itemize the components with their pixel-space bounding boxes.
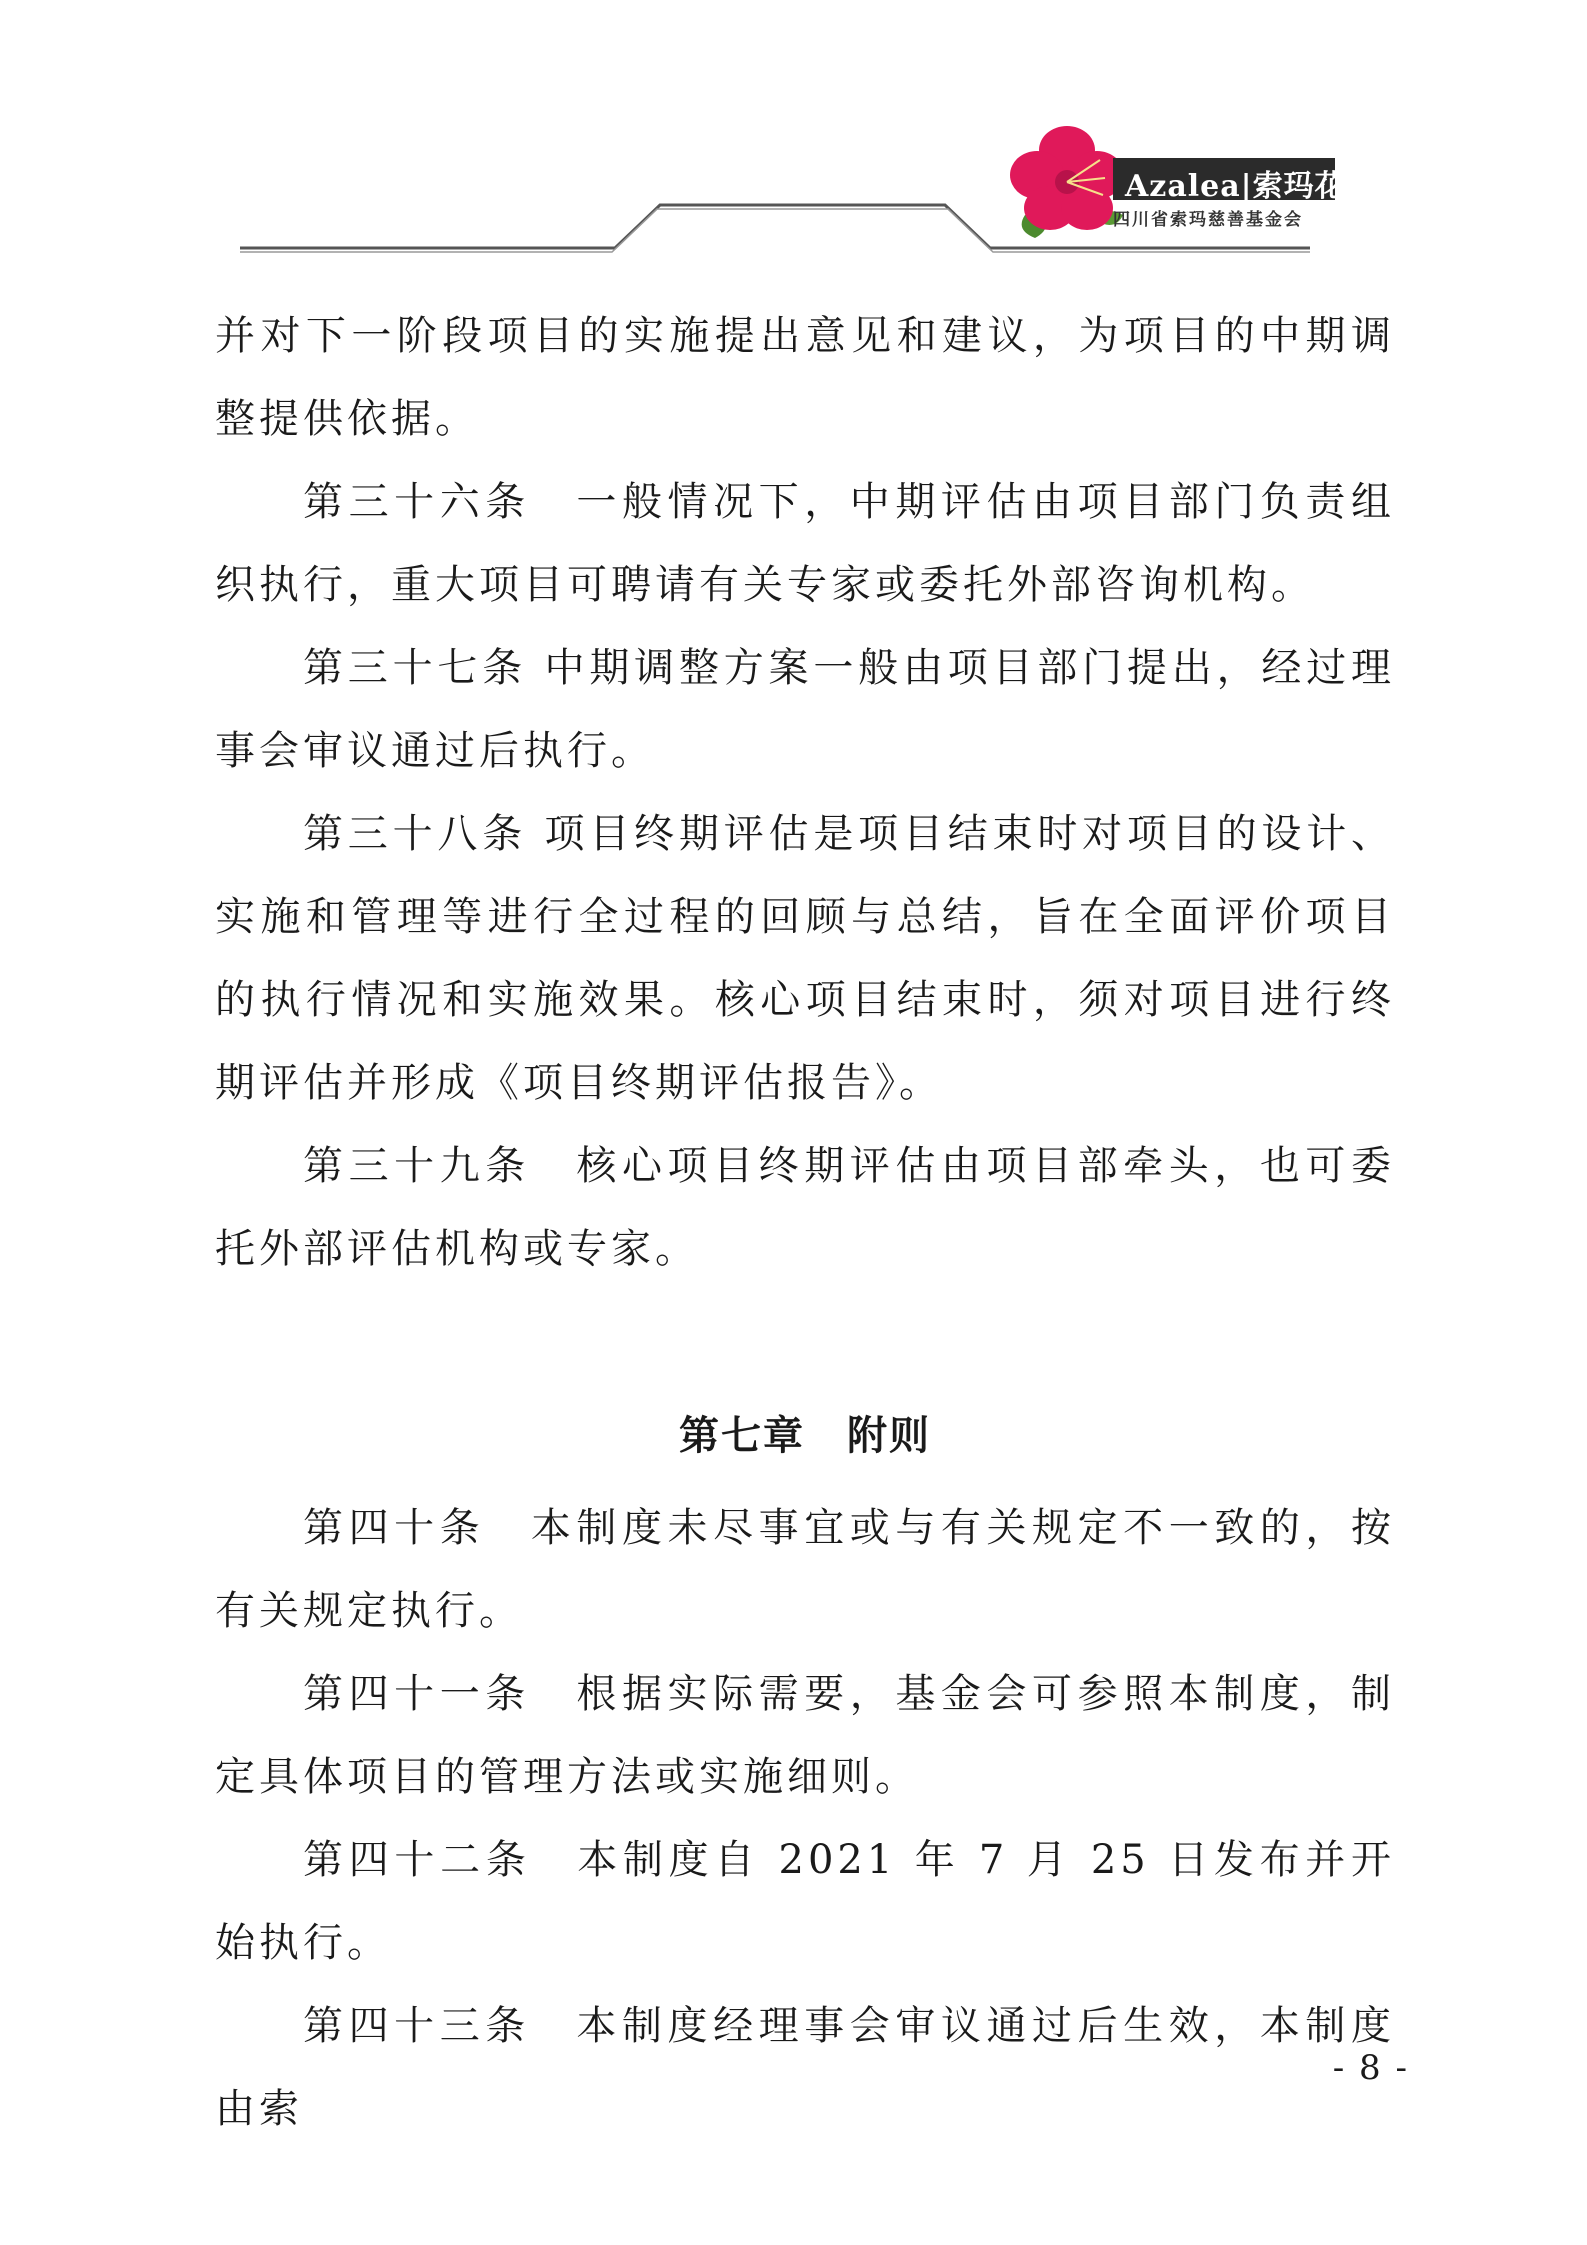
article-38: 第三十八条 项目终期评估是项目结束时对项目的设计、实施和管理等进行全过程的回顾与总结，旨在全面评价项目的执行情况和实施效果。核心项目结束时，须对项目进行终期评估并形成《项目终期评估报告》。: [215, 811, 1395, 1106]
page-number: - 8 -: [1332, 2048, 1409, 2088]
article-39: 第三十九条 核心项目终期评估由项目部牵头，也可委托外部评估机构或专家。: [215, 1143, 1395, 1272]
article-42: 第四十二条 本制度自 2021 年 7 月 25 日发布并开始执行。: [215, 1837, 1395, 1966]
article-41: 第四十一条 根据实际需要，基金会可参照本制度，制定具体项目的管理方法或实施细则。: [215, 1671, 1395, 1800]
paragraph-continuation: 并对下一阶段项目的实施提出意见和建议，为项目的中期调整提供依据。: [215, 313, 1395, 442]
azalea-logo: [1005, 120, 1346, 245]
article-43: 第四十三条 本制度经理事会审议通过后生效，本制度由索: [215, 2003, 1395, 2132]
logo-text: Azalea|索玛花: [1125, 169, 1346, 204]
document-body: [215, 295, 1395, 2151]
logo-subtitle: 四川省索玛慈善基金会: [1113, 210, 1303, 230]
article-40: 第四十条 本制度未尽事宜或与有关规定不一致的，按有关规定执行。: [215, 1505, 1395, 1634]
chapter-title: 第七章 附则: [679, 1413, 931, 1459]
article-36: 第三十六条 一般情况下，中期评估由项目部门负责组织执行，重大项目可聘请有关专家或委托外部咨询机构。: [215, 479, 1395, 608]
header-divider: [0, 0, 1587, 260]
article-37: 第三十七条 中期调整方案一般由项目部门提出，经过理事会审议通过后执行。: [215, 645, 1395, 774]
